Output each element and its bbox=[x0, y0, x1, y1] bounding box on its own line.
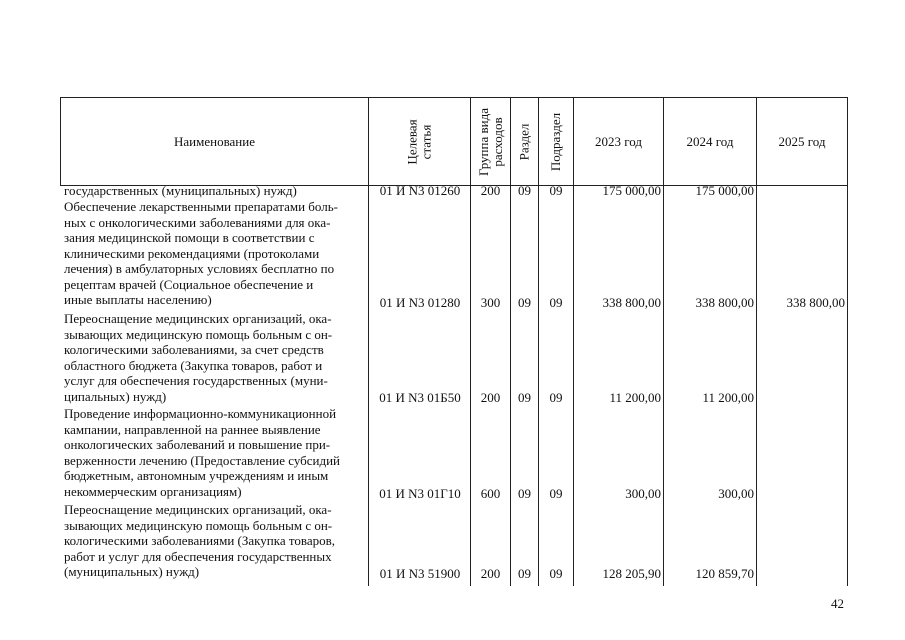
header-section-text: Раздел bbox=[516, 123, 532, 160]
row-1-section: 09 bbox=[518, 183, 531, 198]
row-1-subsection: 09 bbox=[549, 183, 563, 198]
row-5-section: 09 bbox=[518, 566, 531, 581]
row-1-code: 01 И N3 01260 bbox=[379, 183, 461, 198]
row-4-2024: 300,00 bbox=[718, 486, 754, 501]
row-name-3: Переоснащение медицинских организаций, ока- зывающих медицинскую помощь больным с он- кологическими заболеваниями, за счет средств областного бюджета (Закупка товаров, работ и услуг для обеспечения государственных (муни- ципальных) нужд) bbox=[64, 311, 333, 404]
row-3-2024: 11 200,00 bbox=[702, 390, 754, 405]
row-4-section: 09 bbox=[518, 486, 531, 501]
row-4-group: 600 bbox=[480, 486, 501, 501]
row-3-group: 200 bbox=[480, 390, 501, 405]
header-section bbox=[511, 98, 538, 185]
header-target-article bbox=[369, 98, 470, 185]
row-name-4: Проведение информационно-коммуникационной кампании, направленной на раннее выявление онкологических заболеваний и повышение при- верженности лечению (Предоставление субсидий бюджетным, автономным учреждениям и иным некоммерческим организациям) bbox=[64, 406, 341, 499]
table-right-border bbox=[847, 186, 848, 586]
row-2-2023: 338 800,00 bbox=[602, 295, 661, 310]
row-4-code: 01 И N3 01Г10 bbox=[379, 486, 461, 501]
row-5-2023: 128 205,90 bbox=[602, 566, 661, 581]
header-2025: 2025 год bbox=[778, 133, 826, 149]
page-number: 42 bbox=[831, 596, 844, 611]
row-3-code: 01 И N3 01Б50 bbox=[379, 390, 461, 405]
row-5-group: 200 bbox=[480, 566, 501, 581]
row-2-code: 01 И N3 01280 bbox=[379, 295, 461, 310]
row-2-subsection: 09 bbox=[549, 295, 563, 310]
table-right-border-header bbox=[847, 97, 848, 186]
row-5-code: 01 И N3 51900 bbox=[379, 566, 461, 581]
row-3-section: 09 bbox=[518, 390, 531, 405]
row-2-2024: 338 800,00 bbox=[695, 295, 754, 310]
header-target-article-text: Целевая статья bbox=[404, 118, 434, 165]
row-5-subsection: 09 bbox=[549, 566, 563, 581]
row-name-2: Обеспечение лекарственными препаратами боль- ных с онкологическими заболеваниями для ока- зания медицинской помощи в соответствии с клиническими рекомендациями (протоколами лечения) в амбулаторных условиях бесплатно по рецептам врачей (Социальное обеспечение и иные выплаты населению) bbox=[64, 199, 338, 307]
header-name-text: Наименование bbox=[174, 133, 255, 149]
row-3-2023: 11 200,00 bbox=[609, 390, 661, 405]
header-subsection-text: Подраздел bbox=[548, 112, 564, 171]
row-1-2023: 175 000,00 bbox=[602, 183, 661, 198]
row-1-group: 200 bbox=[480, 183, 501, 198]
row-2-2025: 338 800,00 bbox=[786, 295, 845, 310]
row-name-1: государственных (муниципальных) нужд) bbox=[64, 183, 297, 198]
header-expense-group-text: Группа вида расходов bbox=[475, 107, 505, 176]
row-4-2023: 300,00 bbox=[625, 486, 661, 501]
row-2-section: 09 bbox=[518, 295, 531, 310]
row-1-2024: 175 000,00 bbox=[695, 183, 754, 198]
header-name bbox=[61, 98, 368, 185]
header-subsection bbox=[539, 98, 573, 185]
row-5-2024: 120 859,70 bbox=[695, 566, 754, 581]
header-2024: 2024 год bbox=[686, 133, 734, 149]
row-3-subsection: 09 bbox=[549, 390, 563, 405]
row-name-5: Переоснащение медицинских организаций, ока- зывающих медицинскую помощь больным с он- кологическими заболеваниями (Закупка товаров, работ и услуг для обеспечения государственных (муниципальных) нужд) bbox=[64, 502, 336, 579]
header-2023: 2023 год bbox=[595, 133, 642, 149]
header-expense-group bbox=[471, 98, 510, 185]
row-4-subsection: 09 bbox=[549, 486, 563, 501]
row-2-group: 300 bbox=[480, 295, 501, 310]
